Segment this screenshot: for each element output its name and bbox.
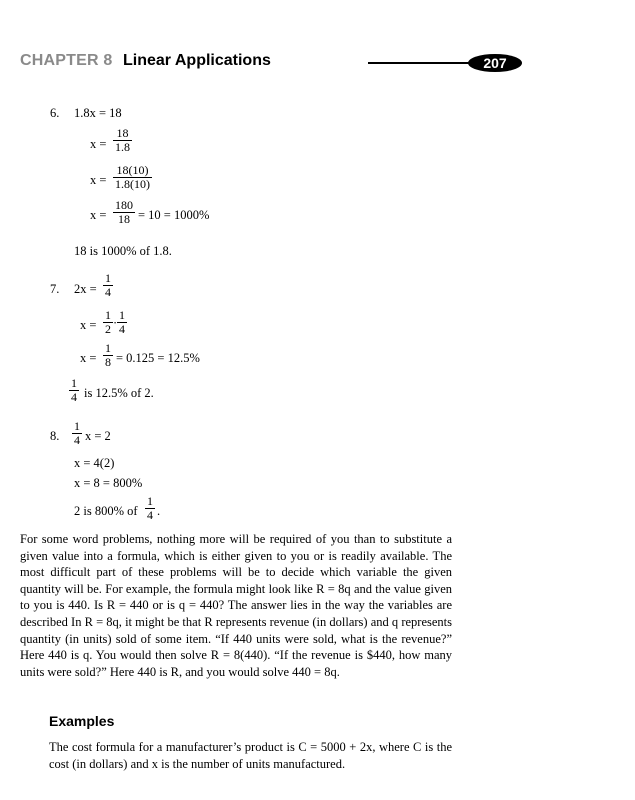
page-number-badge: 207 [468, 54, 522, 72]
examples-heading: Examples [49, 713, 115, 729]
problem-8-answer: 2 is 800% of [74, 504, 138, 518]
problem-6-step1-fraction [113, 127, 132, 154]
problem-7-step3-result: = 0.125 = 12.5% [116, 351, 200, 365]
multiply-dot: · [113, 316, 118, 330]
fraction-denominator: 8 [105, 355, 111, 369]
problem-7-step1-fraction [103, 272, 113, 299]
problem-6-step2-lhs: x = [90, 173, 107, 187]
fraction-denominator: 4 [119, 322, 125, 336]
problem-8-step3: x = 8 = 800% [74, 476, 143, 490]
fraction-denominator: 18 [118, 212, 130, 226]
problem-6-step3-lhs: x = [90, 208, 107, 222]
fraction-denominator: 4 [105, 285, 111, 299]
problem-7-answer: is 12.5% of 2. [84, 386, 154, 400]
fraction-denominator: 2 [105, 322, 111, 336]
problem-7-lhs: 2x = [74, 282, 97, 296]
problem-8-number: 8. [50, 429, 60, 443]
fraction-numerator: 1 [105, 308, 111, 322]
problem-8-fraction [72, 420, 82, 447]
fraction-numerator: 1 [119, 308, 125, 322]
problem-8-answer-fraction [145, 495, 155, 522]
chapter-title: Linear Applications [123, 52, 271, 69]
fraction-numerator: 18(10) [116, 163, 149, 177]
problem-6-number: 6. [50, 106, 60, 120]
fraction-denominator: 1.8(10) [115, 177, 150, 191]
problem-6-answer: 18 is 1000% of 1.8. [74, 244, 172, 258]
fraction-numerator: 1 [105, 341, 111, 355]
fraction-numerator: 1 [71, 376, 77, 390]
fraction-denominator: 1.8 [115, 140, 130, 154]
problem-8-step2: x = 4(2) [74, 456, 115, 470]
problem-8-answer-period: . [157, 504, 161, 518]
problem-8-step1: x = 2 [85, 429, 111, 443]
fraction-numerator: 1 [74, 419, 80, 433]
problem-6-equation: 1.8x = 18 [74, 106, 122, 120]
problem-7-step3-fraction [103, 342, 113, 369]
problem-7-number: 7. [50, 282, 60, 296]
problem-6-step1-lhs: x = [90, 137, 107, 151]
example-paragraph [49, 739, 452, 772]
problem-6-step3-result: = 10 = 1000% [138, 208, 210, 222]
problem-7-answer-fraction [69, 377, 79, 404]
problem-7-step2-lhs: x = [80, 318, 97, 332]
problem-7-step3-lhs: x = [80, 351, 97, 365]
header-rule [368, 62, 478, 64]
fraction-numerator: 180 [115, 198, 133, 212]
word-problems-paragraph [20, 531, 452, 680]
problem-6-step2-fraction [113, 164, 152, 191]
fraction-denominator: 4 [74, 433, 80, 447]
fraction-numerator: 1 [105, 271, 111, 285]
problem-7-step2-fraction-a [103, 309, 113, 336]
example-text: The cost formula for a manufacturer’s product is C = 5000 + 2x, where C is the cost (in dollars) and x is the number of units manufactured. [49, 740, 452, 771]
fraction-numerator: 1 [147, 494, 153, 508]
chapter-label: CHAPTER 8 [20, 52, 113, 69]
paragraph-text: For some word problems, nothing more will be required of you than to substitute a given value into a formula, which is either given to you or is readily available. The most difficult part of these problems will be to decide which variable the given quantity will be. For example, the formula might look like R = 8q and the value given to you is 440. Is R = 440 or is q = 440? The answer lies in the way the variables are described In R = 8q, it might be that R represents revenue (in dollars) and q represents quantity (in units) sold of some item. “If 440 units were sold, what is the revenue?” Here 440 is q. You would then solve R = 8(440). “If the revenue is $440, how many units were sold?” Here 440 is R, and you would solve 440 = 8q. [20, 532, 452, 679]
fraction-denominator: 4 [147, 508, 153, 522]
problem-6-step3-fraction [113, 199, 135, 226]
problem-7-step2-fraction-b [117, 309, 127, 336]
fraction-denominator: 4 [71, 390, 77, 404]
fraction-numerator: 18 [116, 126, 129, 140]
